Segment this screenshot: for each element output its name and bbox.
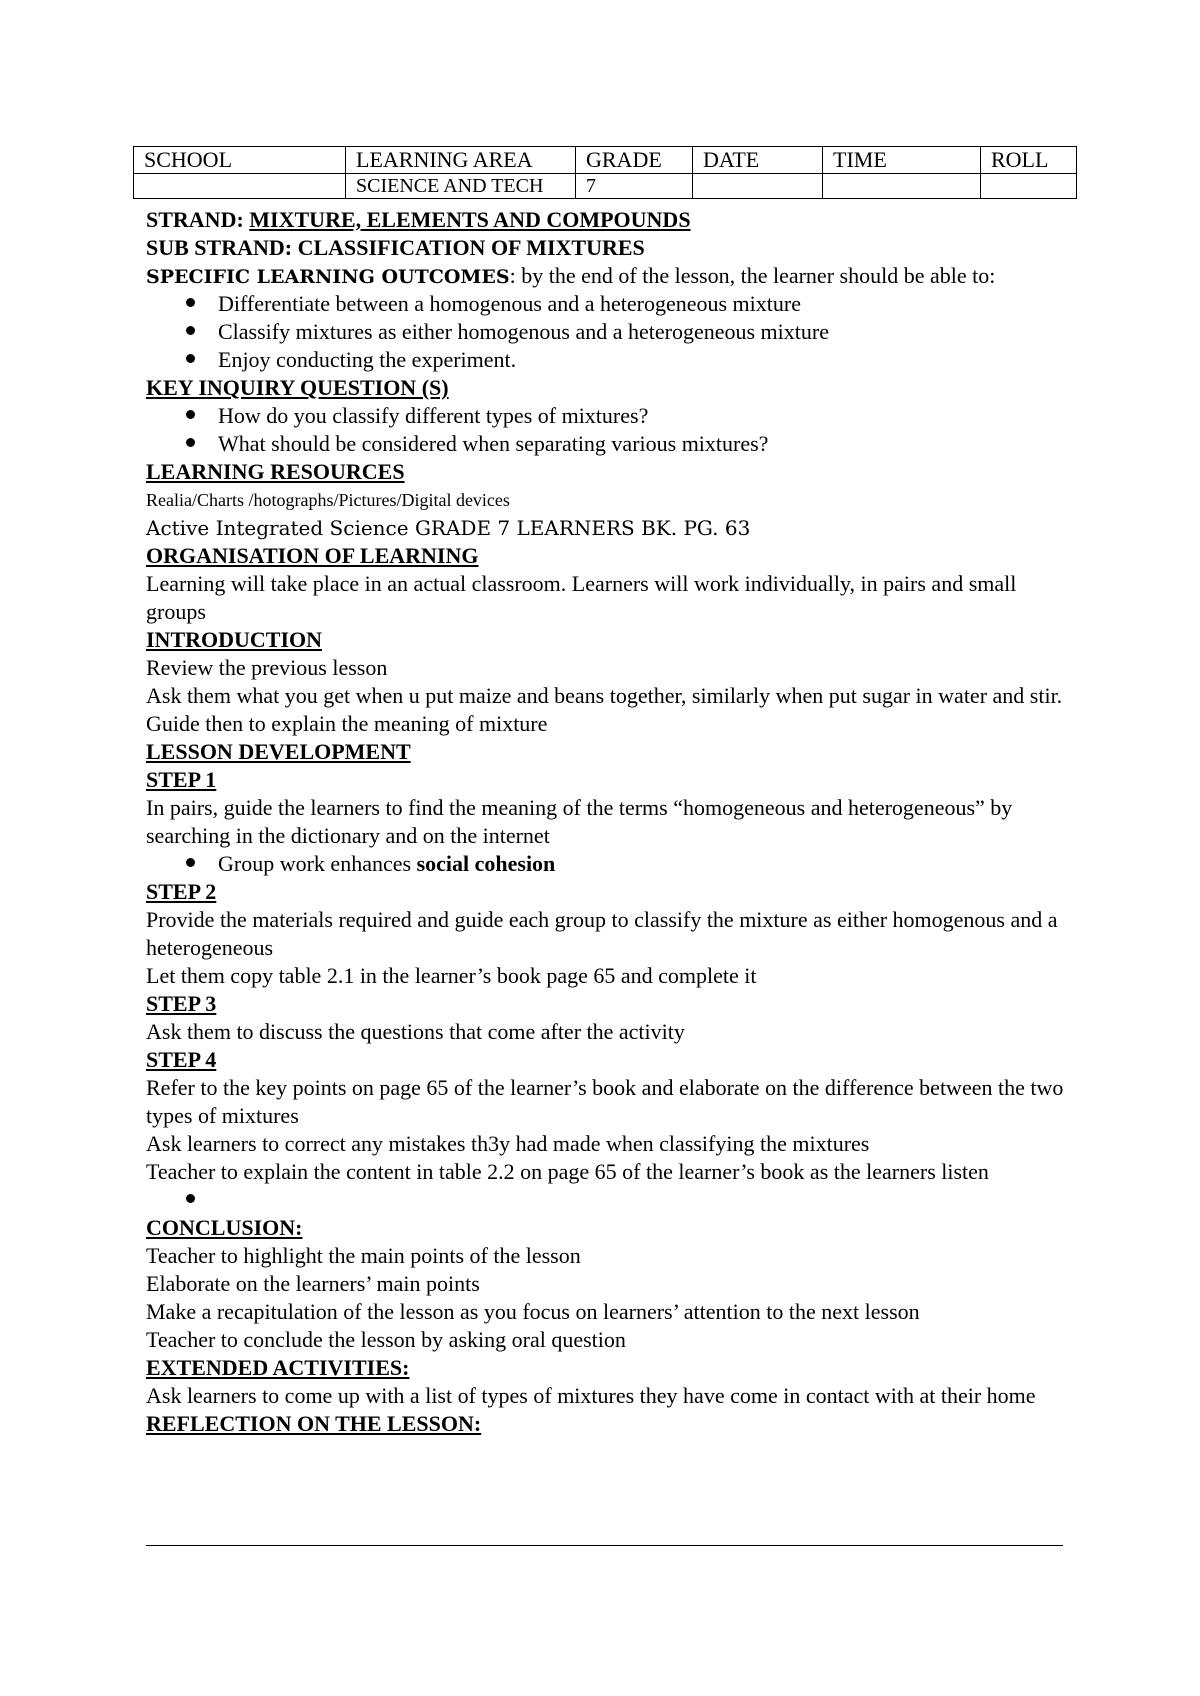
step3-heading: STEP 3 [146,991,217,1016]
introduction-line: Guide then to explain the meaning of mixture [146,711,548,736]
introduction-line: Ask them what you get when u put maize and beans together, similarly when put sugar in water and stir. [146,683,1063,708]
step1-text: In pairs, guide the learners to find the meaning of the terms “homogeneous and heterogeneous” by searching in the dictionary and on the internet [146,795,1013,848]
roll-value-cell [981,174,1077,199]
slo-intro: : by the end of the lesson, the learner should be able to: [509,263,996,288]
time-value-cell [823,174,981,199]
conclusion-line: Elaborate on the learners’ main points [146,1271,480,1296]
strand-line [146,206,1076,234]
organisation-heading: ORGANISATION OF LEARNING [146,543,479,568]
step1-heading: STEP 1 [146,767,217,792]
school-value-cell [134,174,346,199]
step3-text: Ask them to discuss the questions that come after the activity [146,1019,685,1044]
bullet-icon [186,354,195,363]
bullet-icon [186,298,195,307]
sub-strand-line: SUB STRAND: CLASSIFICATION OF MIXTURES [146,235,645,260]
kiq-item: How do you classify different types of mixtures? [146,402,1076,430]
header-learning-area: LEARNING AREA [346,147,576,174]
step2-heading: STEP 2 [146,879,217,904]
slo-item: Differentiate between a homogenous and a heterogeneous mixture [146,290,1076,318]
learning-area-value: SCIENCE AND TECH [346,174,576,199]
header-date: DATE [693,147,823,174]
slo-item: Classify mixtures as either homogenous and a heterogeneous mixture [146,318,1076,346]
date-value-cell [693,174,823,199]
bullet-icon [186,438,195,447]
conclusion-line: Make a recapitulation of the lesson as you focus on learners’ attention to the next lesson [146,1299,920,1324]
strand-value: MIXTURE, ELEMENTS AND COMPOUNDS [249,207,691,232]
empty-bullet [146,1186,1076,1214]
lesson-content [146,206,1076,1438]
introduction-line: Review the previous lesson [146,655,388,680]
resources-heading: LEARNING RESOURCES [146,459,405,484]
header-roll: ROLL [981,147,1077,174]
header-grade: GRADE [576,147,693,174]
resources-book: Active Integrated Science GRADE 7 LEARNERS BK. PG. 63 [146,516,751,540]
step4-line: Ask learners to correct any mistakes th3y had made when classifying the mixtures [146,1131,870,1156]
reflection-heading: REFLECTION ON THE LESSON: [146,1411,482,1436]
step2-line: Provide the materials required and guide each group to classify the mixture as either homogenous and a heterogeneous [146,907,1058,960]
introduction-heading: INTRODUCTION [146,627,323,652]
step4-line: Teacher to explain the content in table 2.2 on page 65 of the learner’s book as the learners listen [146,1159,989,1184]
step2-line: Let them copy table 2.1 in the learner’s book page 65 and complete it [146,963,757,988]
slo-label: SPECIFIC LEARNING OUTCOMES [146,266,510,288]
conclusion-line: Teacher to highlight the main points of the lesson [146,1243,581,1268]
step4-heading: STEP 4 [146,1047,217,1072]
bullet-icon [186,1194,195,1203]
strand-label: STRAND: [146,207,244,232]
slo-item: Enjoy conducting the experiment. [146,346,1076,374]
header-school: SCHOOL [134,147,346,174]
extended-heading: EXTENDED ACTIVITIES: [146,1355,410,1380]
conclusion-line: Teacher to conclude the lesson by asking oral question [146,1327,626,1352]
conclusion-heading: CONCLUSION: [146,1215,303,1240]
kiq-heading: KEY INQUIRY QUESTION (S) [146,375,449,400]
reflection-rule [146,1545,1063,1546]
slo-line [146,262,1076,290]
lesson-development-heading: LESSON DEVELOPMENT [146,739,411,764]
step4-line: Refer to the key points on page 65 of the learner’s book and elaborate on the difference between the two types of mixtures [146,1075,1064,1128]
organisation-text: Learning will take place in an actual classroom. Learners will work individually, in pairs and small groups [146,571,1017,624]
step1-bullet: Group work enhances social cohesion [146,850,1076,878]
header-time: TIME [823,147,981,174]
bullet-icon [186,410,195,419]
extended-text: Ask learners to come up with a list of types of mixtures they have come in contact with at their home [146,1383,1036,1408]
header-table [133,146,1077,199]
bullet-icon [186,858,195,867]
kiq-item: What should be considered when separating various mixtures? [146,430,1076,458]
grade-value: 7 [576,174,693,199]
resources-line: Realia/Charts /hotographs/Pictures/Digital devices [146,490,510,510]
bullet-icon [186,326,195,335]
